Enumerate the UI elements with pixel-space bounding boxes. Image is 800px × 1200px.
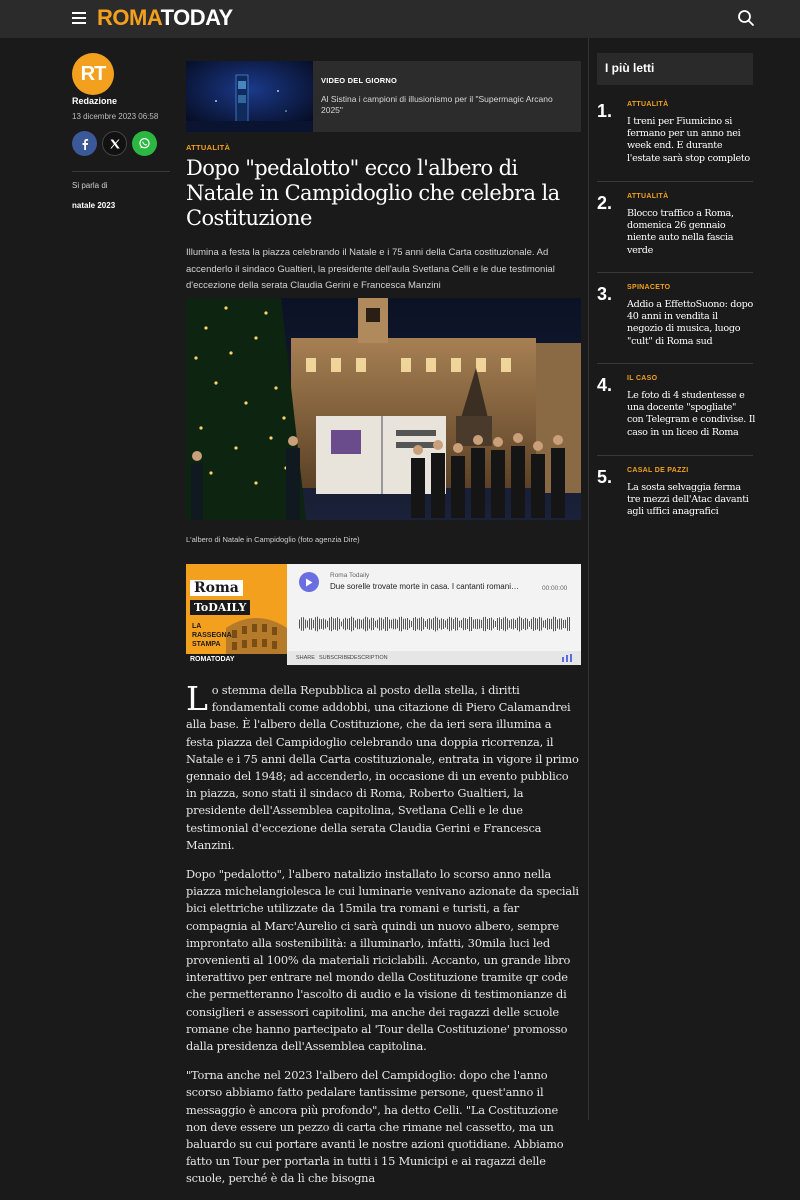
waveform-bar: [363, 619, 364, 630]
video-title[interactable]: Al Sistina i campioni di illusionismo per il "Supermagic Arcano 2025": [321, 94, 553, 115]
podcast-time: 00:00:00: [542, 585, 568, 592]
podcast-description-link[interactable]: DESCRIPTION: [350, 655, 388, 661]
waveform-bar: [459, 621, 460, 628]
podcast-player: [186, 564, 581, 665]
rank-title[interactable]: I treni per Fiumicino si fermano per un anno nei week end. E durante l'estate sarà stop completo: [627, 116, 750, 164]
waveform-bar: [501, 619, 502, 629]
waveform-bar: [327, 621, 328, 627]
waveform-bar: [425, 621, 426, 627]
waveform-bar: [439, 620, 440, 629]
rail-divider: [597, 272, 753, 273]
waveform-bar: [491, 618, 492, 631]
podcast-show-name: Roma Todaily: [330, 572, 370, 579]
waveform-bar: [535, 618, 536, 630]
waveform-bar: [533, 617, 534, 631]
waveform-bar: [427, 619, 428, 629]
rank-title[interactable]: Addio a EffettoSuono: dopo 40 anni in vendita il negozio di musica, luogo "cult" di Roma sud: [627, 299, 753, 347]
waveform-bar: [487, 619, 488, 629]
waveform-bar: [359, 619, 360, 629]
waveform-bar: [369, 619, 370, 628]
waveform-bar: [455, 617, 456, 630]
waveform-bar: [321, 619, 322, 629]
waveform-bar: [545, 620, 546, 628]
waveform-bar: [561, 618, 562, 629]
waveform-bar: [309, 618, 310, 629]
waveform-bar: [547, 618, 548, 630]
site-logo[interactable]: [97, 5, 233, 31]
waveform-bar: [481, 620, 482, 628]
rail-divider: [597, 455, 753, 456]
waveform-bar: [377, 620, 378, 629]
hamburger-menu-icon[interactable]: [72, 12, 88, 24]
waveform-bar: [505, 617, 506, 632]
waveform-bar: [521, 618, 522, 630]
waveform-bar: [423, 619, 424, 630]
waveform-bar: [371, 618, 372, 631]
waveform-bar: [313, 620, 314, 628]
waveform-bar: [531, 619, 532, 629]
share-buttons: [72, 131, 157, 156]
waveform-bar: [385, 617, 386, 631]
waveform-bar: [339, 619, 340, 630]
waveform-bar: [485, 617, 486, 631]
play-icon: [305, 578, 313, 587]
waveform-bar: [317, 617, 318, 632]
waveform-bar: [557, 620, 558, 629]
rail-divider: [597, 363, 753, 364]
waveform-bar: [433, 618, 434, 630]
rank-title[interactable]: La sosta selvaggia ferma tre mezzi dell'Atac davanti agli uffici anagrafici: [627, 482, 749, 518]
image-caption: L'albero di Natale in Campidoglio (foto agenzia Dire): [186, 535, 360, 544]
waveform-bar: [529, 621, 530, 627]
waveform-bar: [567, 617, 568, 631]
waveform-bar: [435, 617, 436, 632]
left-divider: [72, 171, 170, 172]
waveform-bar: [555, 617, 556, 631]
podcast-subscribe-link[interactable]: SUBSCRIBE: [319, 655, 351, 661]
waveform-bar: [437, 618, 438, 631]
rank-number: 5.: [597, 467, 613, 487]
waveform-bar: [447, 619, 448, 630]
play-button[interactable]: [299, 572, 319, 592]
waveform-bar: [409, 620, 410, 629]
waveform-bar: [445, 620, 446, 627]
waveform-bar: [523, 619, 524, 629]
waveform-bar: [453, 619, 454, 629]
waveform-bar: [559, 619, 560, 630]
whatsapp-share-button[interactable]: [132, 131, 157, 156]
waveform-bar: [477, 619, 478, 629]
waveform-bar: [537, 619, 538, 630]
waveform-bar: [381, 618, 382, 631]
waveform-bar: [451, 618, 452, 631]
waveform-bar: [551, 619, 552, 629]
waveform-bar: [351, 617, 352, 632]
waveform-bar: [419, 618, 420, 630]
waveform-bar: [407, 618, 408, 630]
most-read-title: I più letti: [597, 53, 753, 85]
waveform-bar: [367, 617, 368, 630]
facebook-icon: [79, 138, 91, 150]
waveform-bar: [397, 620, 398, 628]
rank-category[interactable]: ATTUALITÀ: [627, 193, 669, 200]
waveform-bar: [503, 618, 504, 631]
rail-divider: [597, 181, 753, 182]
waveform-bar: [391, 620, 392, 628]
waveform-bar: [335, 618, 336, 629]
waveform-bar: [383, 619, 384, 629]
most-read-item[interactable]: [597, 467, 753, 527]
hero-image: [186, 298, 581, 520]
rank-category[interactable]: IL CASO: [627, 375, 658, 382]
video-of-the-day[interactable]: [186, 61, 581, 132]
author-name[interactable]: Redazione: [72, 96, 118, 106]
waveform-bar: [457, 618, 458, 630]
waveform-bar: [443, 619, 444, 629]
waveform-bar: [569, 617, 570, 631]
waveform-bar: [511, 619, 512, 629]
most-read-item[interactable]: [597, 284, 753, 356]
waveform-bar: [461, 620, 462, 628]
waveform-bar: [417, 619, 418, 630]
waveform-bar: [299, 620, 300, 629]
rank-category[interactable]: ATTUALITÀ: [627, 101, 669, 108]
most-read-item[interactable]: [597, 193, 753, 265]
waveform-bar: [483, 617, 484, 631]
waveform-bar: [349, 618, 350, 630]
waveform-bar: [315, 617, 316, 631]
waveform-bar: [405, 619, 406, 630]
facebook-share-button[interactable]: [72, 131, 97, 156]
rank-category[interactable]: CASAL DE PAZZI: [627, 467, 689, 474]
waveform-bar: [449, 617, 450, 631]
most-read-item[interactable]: [597, 101, 753, 173]
waveform-bar: [303, 617, 304, 631]
waveform-bar: [411, 621, 412, 627]
waveform-bar: [311, 618, 312, 630]
podcast-cover-subtitle: ToDAILY: [190, 600, 250, 615]
waveform-bar: [431, 619, 432, 629]
waveform-bar: [563, 620, 564, 628]
podcast-episode-title: Due sorelle trovate morte in casa. I cantanti romani…: [330, 582, 519, 591]
waveform-bar: [341, 622, 342, 627]
logo-roma-text: ROMA: [97, 5, 161, 30]
article-headline: Dopo "pedalotto" ecco l'albero di Natale in Campidoglio che celebra la Costituzione: [186, 156, 560, 230]
waveform-bar: [479, 619, 480, 628]
most-read-item[interactable]: [597, 375, 753, 447]
video-thumbnail[interactable]: [186, 61, 313, 132]
waveform-bar: [513, 619, 514, 630]
waveform-bar: [325, 619, 326, 628]
rank-title[interactable]: Le foto di 4 studentesse e una docente "spogliate" con Telegram e condivise. Il caso in un liceo di Roma: [627, 390, 755, 438]
rank-number: 4.: [597, 375, 613, 395]
podcast-share-link[interactable]: SHARE: [296, 655, 315, 661]
waveform-bar: [553, 617, 554, 632]
waveform-bar: [525, 618, 526, 630]
waveform-bar: [429, 618, 430, 630]
waveform-bar: [389, 620, 390, 629]
waveform-bar: [469, 617, 470, 631]
waveform-bar: [519, 617, 520, 632]
podcast-cover-title: Roma: [190, 580, 243, 596]
waveform-bar: [565, 620, 566, 628]
x-icon: [109, 138, 121, 150]
rank-number: 2.: [597, 193, 613, 213]
article-body: [186, 679, 581, 1200]
waveform-bar: [355, 620, 356, 627]
waveform-bar: [401, 617, 402, 632]
podcast-cover-tagline: LA RASSEGNA STAMPA: [192, 623, 232, 648]
waveform-bar: [337, 617, 338, 631]
waveform-bar: [353, 618, 354, 631]
waveform-bar: [507, 618, 508, 629]
waveform-bar: [347, 619, 348, 630]
rank-category[interactable]: SPINACETO: [627, 284, 671, 291]
waveform-bar: [489, 618, 490, 630]
waveform-bar: [307, 620, 308, 627]
column-divider: [588, 38, 589, 1120]
waveform-bar: [319, 619, 320, 630]
waveform-bar: [515, 620, 516, 628]
waveform-bar: [527, 619, 528, 629]
waveform-bar: [473, 619, 474, 628]
article-category[interactable]: ATTUALITÀ: [186, 143, 231, 152]
search-icon[interactable]: [736, 8, 756, 28]
article-summary: Illumina a festa la piazza celebrando il Natale e i 75 anni della Carta costituzionale. Ad accenderlo il sindaco Gualtieri, la presidente dell'aula Svetlana Celli e le due testimonial d'eccezione della serata Claudia Gerini e Francesca Manzini: [186, 247, 555, 291]
waveform-bar: [541, 618, 542, 631]
rank-number: 3.: [597, 284, 613, 304]
waveform-bar: [497, 618, 498, 630]
logo-today-text: TODAY: [160, 5, 233, 30]
article-paragraph: "Torna anche nel 2023 l'albero del Campidoglio: dopo che l'anno scorso abbiamo fatto pedalare tantissime persone, quest'anno il messaggio è ancora più profondo", ha detto Celli. "La Costituzione non deve essere un pezzo di carta che rimane nel cassetto, ma un baluardo su cui portare avanti le nostre azioni quotidiane. Abbiamo fatto un Tour per portarla in tutti i 15 Municipi e ai ragazzi delle scuole, perché è da lì che bisogna: [186, 1068, 564, 1186]
video-label: VIDEO DEL GIORNO: [321, 76, 397, 85]
tag-link[interactable]: natale 2023: [72, 201, 116, 210]
waveform-bar: [403, 619, 404, 630]
rank-number: 1.: [597, 101, 613, 121]
waveform-bar: [475, 619, 476, 629]
waveform-bar: [549, 619, 550, 630]
waveform-bar: [387, 617, 388, 631]
waveform-bar: [471, 617, 472, 631]
waveform-bar: [413, 618, 414, 630]
top-bar: [0, 0, 800, 38]
waveform-bar: [357, 619, 358, 629]
waveform-bar: [543, 621, 544, 628]
waveform-bar: [331, 617, 332, 631]
podcast-waveform[interactable]: [299, 614, 571, 634]
waveform-bar: [333, 618, 334, 629]
tags-label: Si parla di: [72, 181, 108, 190]
waveform-bar: [329, 618, 330, 631]
waveform-bar: [379, 617, 380, 630]
podcast-cover-brand: ROMATODAY: [186, 654, 287, 665]
podcast-bars-icon: [562, 654, 572, 662]
podcast-cover: [186, 564, 287, 665]
waveform-bar: [517, 618, 518, 630]
article-paragraph: Lo stemma della Repubblica al posto della stella, i diritti fondamentali come addobbi, una citazione di Piero Calamandrei alla base. È l'albero della Costituzione, che da ieri sera illumina a festa piazza del Campidoglio celebrando una doppia ricorrenza, il Natale e i 75 anni della Carta costituzionale, entrata in vigore il primo gennaio del 1948; ad accenderlo, in occasione di un evento pubblico in piazza, sono stati il sindaco di Roma, Roberto Gualtieri, la presidente dell'Assemblea capitolina, Svetlana Celli e le due testimonial d'eccezione della serata Claudia Gerini e Francesca Manzini.: [186, 679, 579, 852]
waveform-bar: [305, 620, 306, 629]
waveform-bar: [375, 621, 376, 627]
waveform-bar: [365, 617, 366, 632]
waveform-bar: [323, 618, 324, 629]
waveform-bar: [343, 619, 344, 629]
waveform-bar: [415, 617, 416, 631]
whatsapp-icon: [138, 137, 151, 150]
waveform-bar: [441, 618, 442, 629]
rank-title[interactable]: Blocco traffico a Roma, domenica 26 gennaio niente auto nella fascia verde: [627, 208, 734, 256]
waveform-bar: [499, 617, 500, 630]
x-share-button[interactable]: [102, 131, 127, 156]
waveform-bar: [467, 619, 468, 629]
waveform-bar: [421, 617, 422, 631]
waveform-bar: [301, 617, 302, 630]
waveform-bar: [539, 617, 540, 631]
waveform-bar: [361, 620, 362, 628]
waveform-bar: [493, 620, 494, 629]
waveform-bar: [463, 618, 464, 630]
waveform-bar: [399, 617, 400, 631]
author-avatar: RT: [72, 53, 114, 95]
waveform-bar: [345, 618, 346, 631]
waveform-bar: [395, 619, 396, 630]
waveform-bar: [393, 619, 394, 630]
publish-date: 13 dicembre 2023 06:58: [72, 112, 159, 121]
waveform-bar: [509, 620, 510, 628]
waveform-bar: [373, 618, 374, 630]
waveform-bar: [495, 621, 496, 627]
waveform-bar: [465, 618, 466, 630]
article-paragraph: Dopo "pedalotto", l'albero natalizio installato lo scorso anno nella piazza michelangiolesca le cui luminarie venivano azionate da speciali bici elettriche utilizzate da 15mila tra romani e turisti, a far compagnia al Marc'Aurelio ci sarà quindi un nuovo albero, sempre improntato alla sostenibilità: a illuminarlo, infatti, 30mila luci led provenienti al 100% da materiali riciclabili. Accanto, un grande libro interattivo per entrare nel mondo della Costituzione tramite qr code che permetteranno l'ascolto di audio e la visione di testimonianze di consiglieri e assessori capitolini, ma anche dei ragazzi delle scuole romane che hanno partecipato al 'Tour della Costituzione' promosso dalla presidenza dell'Assemblea capitolina.: [186, 867, 579, 1054]
